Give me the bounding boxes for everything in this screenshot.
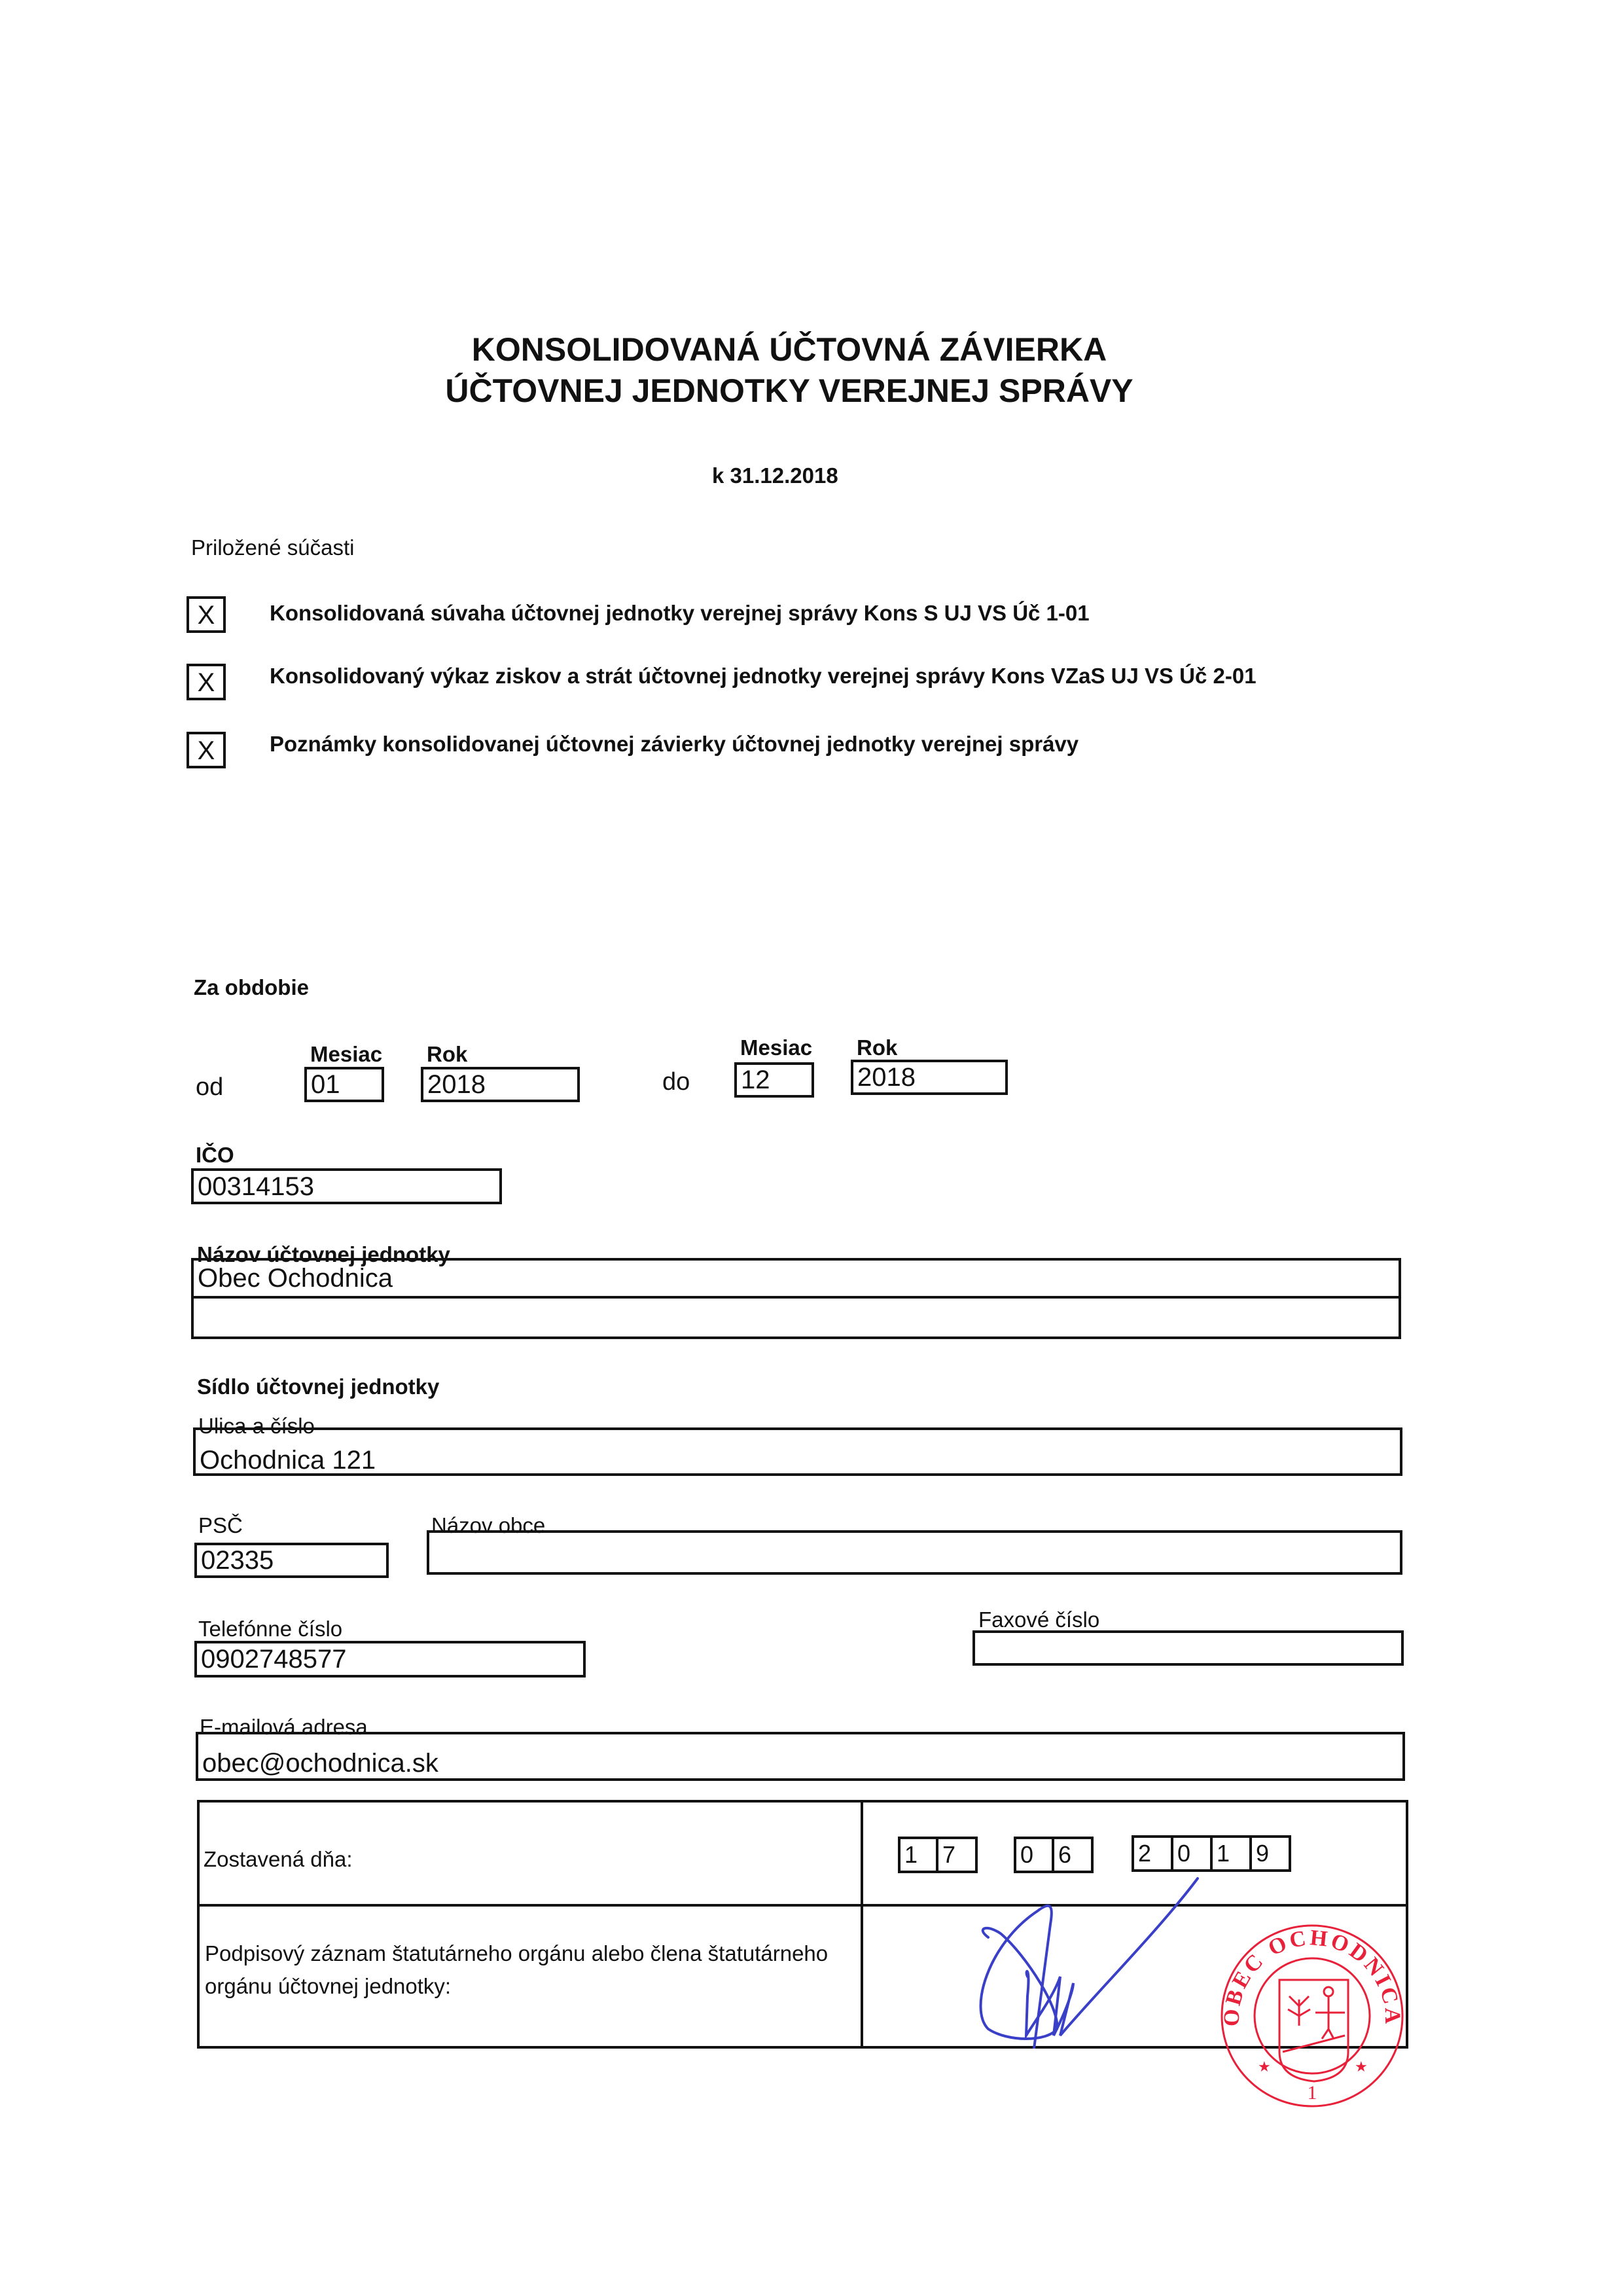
fax-label: Faxové číslo [978,1607,1100,1632]
street-label: Ulica a číslo [198,1414,315,1438]
name-value: Obec Ochodnica [198,1264,393,1293]
digit: 1 [901,1839,938,1871]
attachment-checkbox[interactable]: X [187,732,226,768]
document-title-line1: KONSOLIDOVANÁ ÚČTOVNÁ ZÁVIERKA [471,331,1107,368]
city-field[interactable] [427,1530,1402,1575]
to-year-label: Rok [857,1035,898,1060]
street-value: Ochodnica 121 [200,1446,376,1475]
signature-label-line1: Podpisový záznam štatutárneho orgánu alebo člena štatutárneho [205,1941,829,1965]
to-label: do [662,1068,690,1096]
phone-value: 0902748577 [201,1645,347,1674]
to-month-value: 12 [741,1066,770,1094]
phone-field[interactable] [194,1641,586,1677]
star-icon: ★ [1355,2058,1368,2075]
to-month-label: Mesiac [740,1035,813,1060]
ico-label: IČO [196,1143,234,1167]
digit: 0 [1173,1838,1213,1869]
document-title-line2: ÚČTOVNEJ JEDNOTKY VEREJNEJ SPRÁVY [445,372,1133,409]
ico-field[interactable] [191,1168,502,1204]
period-label: Za obdobie [194,975,309,999]
phone-label: Telefónne číslo [198,1617,343,1641]
email-value: obec@ochodnica.sk [202,1748,438,1778]
table-divider-vertical [861,1803,863,2046]
digit: 9 [1256,1840,1270,1867]
psc-label: PSČ [198,1513,243,1537]
email-field[interactable] [196,1732,1405,1781]
psc-field[interactable] [194,1543,389,1578]
from-month-label: Mesiac [310,1042,383,1066]
digit: 7 [942,1841,956,1868]
from-year-value: 2018 [427,1070,486,1099]
stamp-number: 1 [1307,2082,1317,2104]
ico-value: 00314153 [198,1172,314,1201]
official-stamp [1217,1921,1407,2111]
attachments-label: Priložené súčasti [191,535,355,560]
digit: 0 [1016,1839,1054,1871]
digit: 2 [1134,1838,1173,1869]
seat-label: Sídlo účtovnej jednotky [197,1374,440,1399]
psc-value: 02335 [201,1546,274,1575]
from-label: od [196,1073,224,1101]
digit: 1 [1213,1838,1252,1869]
attachment-text: Poznámky konsolidovanej účtovnej závierky účtovnej jednotky verejnej správy [270,732,1079,756]
name-label: Názov účtovnej jednotky [197,1242,450,1266]
from-year-field[interactable] [421,1067,580,1102]
to-month-field[interactable] [734,1062,814,1098]
stamp-text: OBEC OCHODNICA [1219,1926,1405,2027]
signature-image [962,1865,1237,2049]
name-field[interactable] [191,1258,1401,1339]
star-icon: ★ [1258,2058,1271,2075]
attachment-checkbox[interactable]: X [187,596,226,633]
street-field[interactable] [193,1427,1402,1476]
digit: 6 [1058,1841,1072,1868]
city-label: Názov obce [431,1513,546,1537]
signature-label-line2: orgánu účtovnej jednotky: [205,1974,452,1998]
report-date: k 31.12.2018 [712,463,838,488]
to-year-value: 2018 [857,1063,916,1092]
fax-field[interactable] [972,1630,1404,1666]
attachment-checkbox[interactable]: X [187,664,226,700]
email-label: E-mailová adresa [200,1715,368,1739]
from-year-label: Rok [427,1042,468,1066]
compiled-label: Zostavená dňa: [204,1847,353,1871]
from-month-field[interactable] [304,1067,384,1102]
attachment-text: Konsolidovaná súvaha účtovnej jednotky verejnej správy Kons S UJ VS Úč 1-01 [270,601,1090,625]
attachment-text: Konsolidovaný výkaz ziskov a strát účtovnej jednotky verejnej správy Kons VZaS UJ VS Úč 2-01 [270,664,1257,688]
to-year-field[interactable] [851,1060,1008,1095]
from-month-value: 01 [311,1070,340,1099]
